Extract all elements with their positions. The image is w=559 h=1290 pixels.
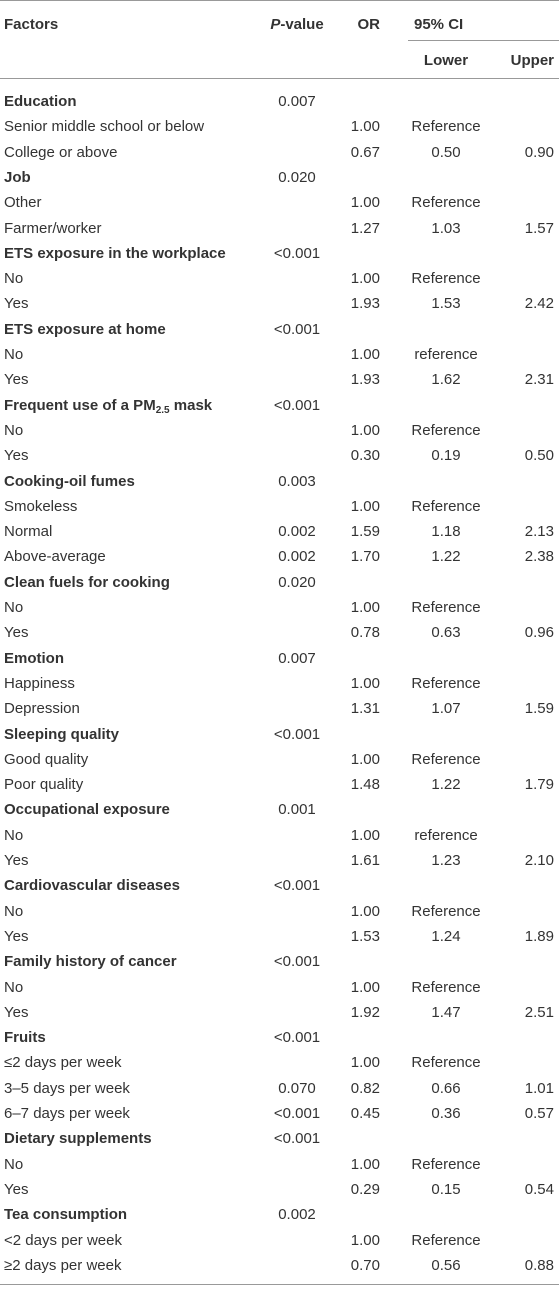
row-label-text: ETS exposure in the workplace xyxy=(4,245,226,262)
row-label-text: Yes xyxy=(4,447,29,464)
group-label xyxy=(4,646,64,671)
p-value-cell xyxy=(258,342,336,367)
row-label-text: ≥2 days per week xyxy=(4,1257,122,1274)
row-label-text: ≤2 days per week xyxy=(4,1054,122,1071)
row-label xyxy=(4,544,106,569)
ci-lower-cell: 0.36 xyxy=(431,1105,461,1122)
row-label-text: Yes xyxy=(4,928,29,945)
ci-upper-cell xyxy=(500,418,554,443)
p-value-cell xyxy=(258,367,336,392)
ci-upper-cell: 2.31 xyxy=(524,371,554,388)
ci-lower-cell: Reference xyxy=(411,422,481,439)
p-value-cell xyxy=(258,1177,336,1202)
or-cell xyxy=(340,1025,380,1050)
or-cell: 1.53 xyxy=(350,928,380,945)
row-label-text: Farmer/worker xyxy=(4,220,102,237)
or-cell xyxy=(340,949,380,974)
row-label xyxy=(4,823,23,848)
p-value-cell xyxy=(258,1050,336,1075)
row-label-text: Above-average xyxy=(4,548,106,565)
row-label-text: Yes xyxy=(4,852,29,869)
or-cell xyxy=(340,469,380,494)
row-label-text: No xyxy=(4,270,24,287)
or-cell: 1.59 xyxy=(350,523,380,540)
ci-upper-cell xyxy=(500,1050,554,1075)
row-label-text: Poor quality xyxy=(4,776,84,793)
header-ci: 95% CI xyxy=(414,16,464,33)
ci-lower-cell: 0.66 xyxy=(431,1080,461,1097)
ci-upper-cell xyxy=(500,747,554,772)
p-value-cell xyxy=(258,1000,336,1025)
header-pvalue xyxy=(258,12,336,37)
p-value-cell xyxy=(258,494,336,519)
ci-lower-cell xyxy=(400,1025,492,1050)
ci-upper-cell: 1.89 xyxy=(524,928,554,945)
ci-lower-cell: Reference xyxy=(411,498,481,515)
group-label xyxy=(4,1126,152,1151)
or-cell: 1.00 xyxy=(350,675,380,692)
row-label-text: Smokeless xyxy=(4,498,78,515)
ci-lower-cell: Reference xyxy=(411,1156,481,1173)
p-value-cell xyxy=(258,823,336,848)
or-cell: 1.00 xyxy=(350,903,380,920)
ci-lower-cell: 1.47 xyxy=(431,1004,461,1021)
ci-lower-cell: 1.23 xyxy=(431,852,461,869)
or-cell: 1.00 xyxy=(350,1232,380,1249)
header-lower: Lower xyxy=(423,52,469,69)
ci-upper-cell: 2.51 xyxy=(524,1004,554,1021)
ci-upper-cell xyxy=(500,823,554,848)
p-value-cell xyxy=(258,671,336,696)
ci-lower-cell: 0.56 xyxy=(431,1257,461,1274)
row-label xyxy=(4,342,23,367)
or-cell: 1.00 xyxy=(350,599,380,616)
row-label-text: Happiness xyxy=(4,675,75,692)
or-cell: 0.29 xyxy=(350,1181,380,1198)
or-cell xyxy=(340,89,380,114)
ci-upper-cell xyxy=(500,646,554,671)
group-label xyxy=(4,1202,127,1227)
ci-upper-cell xyxy=(500,266,554,291)
ci-lower-cell xyxy=(400,949,492,974)
ci-upper-cell: 2.10 xyxy=(524,852,554,869)
header-or: OR xyxy=(357,16,380,33)
p-value-cell: 0.002 xyxy=(278,548,316,565)
p-value-cell xyxy=(258,418,336,443)
row-label-text: Senior middle school or below xyxy=(4,118,205,135)
row-label xyxy=(4,1000,28,1025)
header-upper: Upper xyxy=(510,52,554,69)
row-label-text: Clean fuels for cooking xyxy=(4,574,170,591)
ci-upper-cell: 0.90 xyxy=(524,144,554,161)
or-cell xyxy=(340,317,380,342)
or-cell: 1.61 xyxy=(350,852,380,869)
or-cell: 0.70 xyxy=(350,1257,380,1274)
header-rule xyxy=(0,78,559,79)
row-label-text: Yes xyxy=(4,371,29,388)
row-label xyxy=(4,1152,23,1177)
row-label-subscript: 2.5 xyxy=(155,405,170,416)
group-label xyxy=(4,165,31,190)
ci-lower-cell xyxy=(400,646,492,671)
group-label xyxy=(4,722,119,747)
ci-upper-cell xyxy=(500,1228,554,1253)
ci-upper-cell xyxy=(500,722,554,747)
p-value-cell xyxy=(258,696,336,721)
row-label xyxy=(4,1253,121,1278)
row-label-text: 6–7 days per week xyxy=(4,1105,130,1122)
or-cell xyxy=(340,570,380,595)
row-label xyxy=(4,671,75,696)
row-label-text: Normal xyxy=(4,523,53,540)
row-label xyxy=(4,975,23,1000)
or-cell: 0.45 xyxy=(350,1105,380,1122)
row-label xyxy=(4,367,28,392)
ci-lower-cell: Reference xyxy=(411,118,481,135)
ci-upper-cell xyxy=(500,1152,554,1177)
row-label xyxy=(4,1177,28,1202)
ci-upper-cell: 1.79 xyxy=(524,776,554,793)
ci-lower-cell: 1.53 xyxy=(431,295,461,312)
row-label-text: No xyxy=(4,1156,24,1173)
group-label xyxy=(4,89,77,114)
row-label-text: 3–5 days per week xyxy=(4,1080,130,1097)
row-label-text: Education xyxy=(4,93,77,110)
header-pvalue-rest: -value xyxy=(280,16,324,33)
p-value-cell xyxy=(258,848,336,873)
or-cell xyxy=(340,646,380,671)
ci-lower-cell: 1.62 xyxy=(431,371,461,388)
ci-upper-cell xyxy=(500,1202,554,1227)
ci-upper-cell: 0.54 xyxy=(524,1181,554,1198)
row-label xyxy=(4,1228,122,1253)
ci-lower-cell: 1.24 xyxy=(431,928,461,945)
p-value-cell: 0.007 xyxy=(278,650,316,667)
ci-upper-cell: 0.57 xyxy=(524,1105,554,1122)
p-value-cell xyxy=(258,291,336,316)
ci-lower-cell: reference xyxy=(414,346,478,363)
ci-upper-cell xyxy=(500,671,554,696)
group-label xyxy=(4,241,226,266)
or-cell: 1.00 xyxy=(350,194,380,211)
or-cell: 1.00 xyxy=(350,498,380,515)
row-label xyxy=(4,519,52,544)
p-value-cell: 0.020 xyxy=(278,574,316,591)
ci-lower-cell: 0.19 xyxy=(431,447,461,464)
row-label-text: Yes xyxy=(4,1181,29,1198)
ci-upper-cell xyxy=(500,949,554,974)
ci-upper-cell: 2.38 xyxy=(524,548,554,565)
ci-upper-cell xyxy=(500,899,554,924)
row-label xyxy=(4,1101,130,1126)
ci-lower-cell: 0.50 xyxy=(431,144,461,161)
row-label-text: No xyxy=(4,979,24,996)
group-label xyxy=(4,393,212,418)
ci-upper-cell: 1.59 xyxy=(524,700,554,717)
row-label xyxy=(4,494,77,519)
ci-upper-cell xyxy=(500,241,554,266)
ci-upper-cell xyxy=(500,89,554,114)
ci-upper-cell: 2.13 xyxy=(524,523,554,540)
ci-lower-cell xyxy=(400,722,492,747)
row-label-text: No xyxy=(4,827,24,844)
ci-upper-cell xyxy=(500,165,554,190)
ci-upper-cell xyxy=(500,797,554,822)
or-cell xyxy=(340,393,380,418)
row-label-text: College or above xyxy=(4,144,118,161)
ci-lower-cell xyxy=(400,1126,492,1151)
or-cell: 1.00 xyxy=(350,827,380,844)
p-value-cell xyxy=(258,620,336,645)
row-label-suffix: mask xyxy=(169,397,213,414)
p-value-cell: <0.001 xyxy=(273,321,321,338)
ci-upper-cell xyxy=(500,469,554,494)
p-value-cell xyxy=(258,216,336,241)
row-label xyxy=(4,696,80,721)
row-label-text: ETS exposure at home xyxy=(4,321,166,338)
ci-upper-cell xyxy=(500,494,554,519)
p-value-cell: 0.001 xyxy=(278,801,316,818)
or-cell: 1.00 xyxy=(350,346,380,363)
row-label-text: Yes xyxy=(4,624,29,641)
ci-upper-cell: 0.50 xyxy=(524,447,554,464)
ci-upper-cell xyxy=(500,190,554,215)
p-value-cell xyxy=(258,772,336,797)
p-value-cell: <0.001 xyxy=(273,1029,321,1046)
ci-lower-cell: 0.63 xyxy=(431,624,461,641)
bottom-rule xyxy=(0,1284,559,1285)
or-cell: 1.00 xyxy=(350,751,380,768)
row-label xyxy=(4,1050,121,1075)
or-cell xyxy=(340,1202,380,1227)
row-label-text: No xyxy=(4,422,24,439)
or-cell: 1.00 xyxy=(350,270,380,287)
ci-upper-cell xyxy=(500,1126,554,1151)
ci-lower-cell xyxy=(400,89,492,114)
row-label-text: Occupational exposure xyxy=(4,801,170,818)
ci-upper-cell: 0.88 xyxy=(524,1257,554,1274)
p-value-cell xyxy=(258,1228,336,1253)
ci-upper-cell xyxy=(500,393,554,418)
p-value-cell: <0.001 xyxy=(273,1130,321,1147)
p-value-cell: 0.002 xyxy=(278,1206,316,1223)
or-cell: 1.00 xyxy=(350,118,380,135)
or-cell: 1.92 xyxy=(350,1004,380,1021)
or-cell: 1.48 xyxy=(350,776,380,793)
ci-lower-cell xyxy=(400,317,492,342)
p-value-cell xyxy=(258,114,336,139)
row-label-text: Good quality xyxy=(4,751,89,768)
row-label xyxy=(4,140,117,165)
ci-upper-cell xyxy=(500,595,554,620)
row-label-text: Job xyxy=(4,169,31,186)
row-label xyxy=(4,190,42,215)
p-value-cell xyxy=(258,924,336,949)
group-label xyxy=(4,570,170,595)
p-value-cell: <0.001 xyxy=(273,245,321,262)
or-cell: 1.00 xyxy=(350,1156,380,1173)
ci-lower-cell xyxy=(400,570,492,595)
ci-upper-cell: 0.96 xyxy=(524,624,554,641)
ci-subrule xyxy=(408,40,559,41)
ci-upper-cell: 1.57 xyxy=(524,220,554,237)
row-label-text: Family history of cancer xyxy=(4,953,177,970)
row-label-text: Emotion xyxy=(4,650,64,667)
group-label xyxy=(4,317,166,342)
row-label xyxy=(4,266,23,291)
or-cell: 0.78 xyxy=(350,624,380,641)
ci-lower-cell xyxy=(400,1202,492,1227)
ci-lower-cell: Reference xyxy=(411,675,481,692)
row-label xyxy=(4,443,28,468)
row-label xyxy=(4,114,204,139)
or-cell xyxy=(340,722,380,747)
row-label-text: Sleeping quality xyxy=(4,726,120,743)
row-label xyxy=(4,924,28,949)
row-label xyxy=(4,1076,130,1101)
or-cell xyxy=(340,797,380,822)
ci-upper-cell xyxy=(500,570,554,595)
ci-lower-cell: Reference xyxy=(411,1232,481,1249)
p-value-cell xyxy=(258,443,336,468)
p-value-cell xyxy=(258,899,336,924)
ci-lower-cell xyxy=(400,873,492,898)
ci-lower-cell: Reference xyxy=(411,270,481,287)
p-value-cell xyxy=(258,1152,336,1177)
or-cell: 0.82 xyxy=(350,1080,380,1097)
or-cell xyxy=(340,1126,380,1151)
row-label xyxy=(4,418,23,443)
header-factors: Factors xyxy=(4,16,59,33)
ci-lower-cell: 1.07 xyxy=(431,700,461,717)
p-value-cell: 0.002 xyxy=(278,523,316,540)
or-cell: 1.00 xyxy=(350,422,380,439)
ci-lower-cell xyxy=(400,165,492,190)
or-cell: 1.70 xyxy=(350,548,380,565)
row-label-text: Tea consumption xyxy=(4,1206,128,1223)
row-label-text: Yes xyxy=(4,1004,29,1021)
row-label-text: No xyxy=(4,346,24,363)
ci-lower-cell: 1.22 xyxy=(431,776,461,793)
row-label xyxy=(4,595,23,620)
row-label xyxy=(4,216,102,241)
p-value-cell xyxy=(258,266,336,291)
p-value-cell: <0.001 xyxy=(273,1105,321,1122)
ci-lower-cell: Reference xyxy=(411,194,481,211)
group-label xyxy=(4,949,177,974)
row-label xyxy=(4,899,23,924)
p-value-cell xyxy=(258,595,336,620)
row-label-text: No xyxy=(4,903,24,920)
row-label-text: Cardiovascular diseases xyxy=(4,877,180,894)
or-cell: 1.31 xyxy=(350,700,380,717)
ci-lower-cell xyxy=(400,469,492,494)
or-cell: 0.67 xyxy=(350,144,380,161)
ci-upper-cell xyxy=(500,114,554,139)
p-value-cell: 0.003 xyxy=(278,473,316,490)
row-label-text: Other xyxy=(4,194,42,211)
or-cell: 1.93 xyxy=(350,371,380,388)
ci-lower-cell: Reference xyxy=(411,1054,481,1071)
row-label xyxy=(4,291,28,316)
ci-lower-cell xyxy=(400,797,492,822)
ci-upper-cell xyxy=(500,342,554,367)
ci-lower-cell: Reference xyxy=(411,599,481,616)
or-cell xyxy=(340,165,380,190)
p-value-cell xyxy=(258,1253,336,1278)
or-cell: 0.30 xyxy=(350,447,380,464)
row-label-text: Yes xyxy=(4,295,29,312)
row-label-text: Fruits xyxy=(4,1029,46,1046)
ci-upper-cell xyxy=(500,873,554,898)
row-label xyxy=(4,747,88,772)
p-value-cell: 0.007 xyxy=(278,93,316,110)
or-cell: 1.00 xyxy=(350,979,380,996)
p-value-cell xyxy=(258,747,336,772)
ci-lower-cell: 1.22 xyxy=(431,548,461,565)
row-label xyxy=(4,620,28,645)
ci-upper-cell: 2.42 xyxy=(524,295,554,312)
ci-lower-cell: Reference xyxy=(411,903,481,920)
group-label xyxy=(4,873,180,898)
ci-lower-cell: 1.03 xyxy=(431,220,461,237)
p-value-cell: <0.001 xyxy=(273,877,321,894)
ci-upper-cell xyxy=(500,317,554,342)
or-cell xyxy=(340,873,380,898)
ci-lower-cell xyxy=(400,241,492,266)
or-cell: 1.27 xyxy=(350,220,380,237)
p-value-cell: 0.020 xyxy=(278,169,316,186)
row-label-text: Depression xyxy=(4,700,80,717)
ci-lower-cell: 1.18 xyxy=(431,523,461,540)
p-value-cell: <0.001 xyxy=(273,397,321,414)
p-value-cell xyxy=(258,190,336,215)
p-value-cell xyxy=(258,975,336,1000)
row-label-text: <2 days per week xyxy=(4,1232,122,1249)
or-cell: 1.00 xyxy=(350,1054,380,1071)
row-label-text: Cooking-oil fumes xyxy=(4,473,135,490)
group-label xyxy=(4,797,170,822)
ci-lower-cell: 0.15 xyxy=(431,1181,461,1198)
row-label xyxy=(4,848,28,873)
p-value-cell xyxy=(258,140,336,165)
ci-lower-cell: Reference xyxy=(411,751,481,768)
group-label xyxy=(4,469,135,494)
p-value-cell: 0.070 xyxy=(278,1080,316,1097)
ci-upper-cell: 1.01 xyxy=(524,1080,554,1097)
p-value-cell: <0.001 xyxy=(273,953,321,970)
ci-upper-cell xyxy=(500,975,554,1000)
ci-upper-cell xyxy=(500,1025,554,1050)
row-label-text: Dietary supplements xyxy=(4,1130,152,1147)
or-cell: 1.93 xyxy=(350,295,380,312)
ci-lower-cell: reference xyxy=(414,827,478,844)
header-pvalue-p: P xyxy=(270,16,281,33)
row-label-text: Frequent use of a PM xyxy=(4,397,156,414)
row-label-text: No xyxy=(4,599,24,616)
group-label xyxy=(4,1025,46,1050)
row-label xyxy=(4,772,83,797)
top-rule xyxy=(0,0,559,1)
p-value-cell: <0.001 xyxy=(273,726,321,743)
ci-lower-cell: Reference xyxy=(411,979,481,996)
ci-lower-cell xyxy=(400,393,492,418)
or-cell xyxy=(340,241,380,266)
